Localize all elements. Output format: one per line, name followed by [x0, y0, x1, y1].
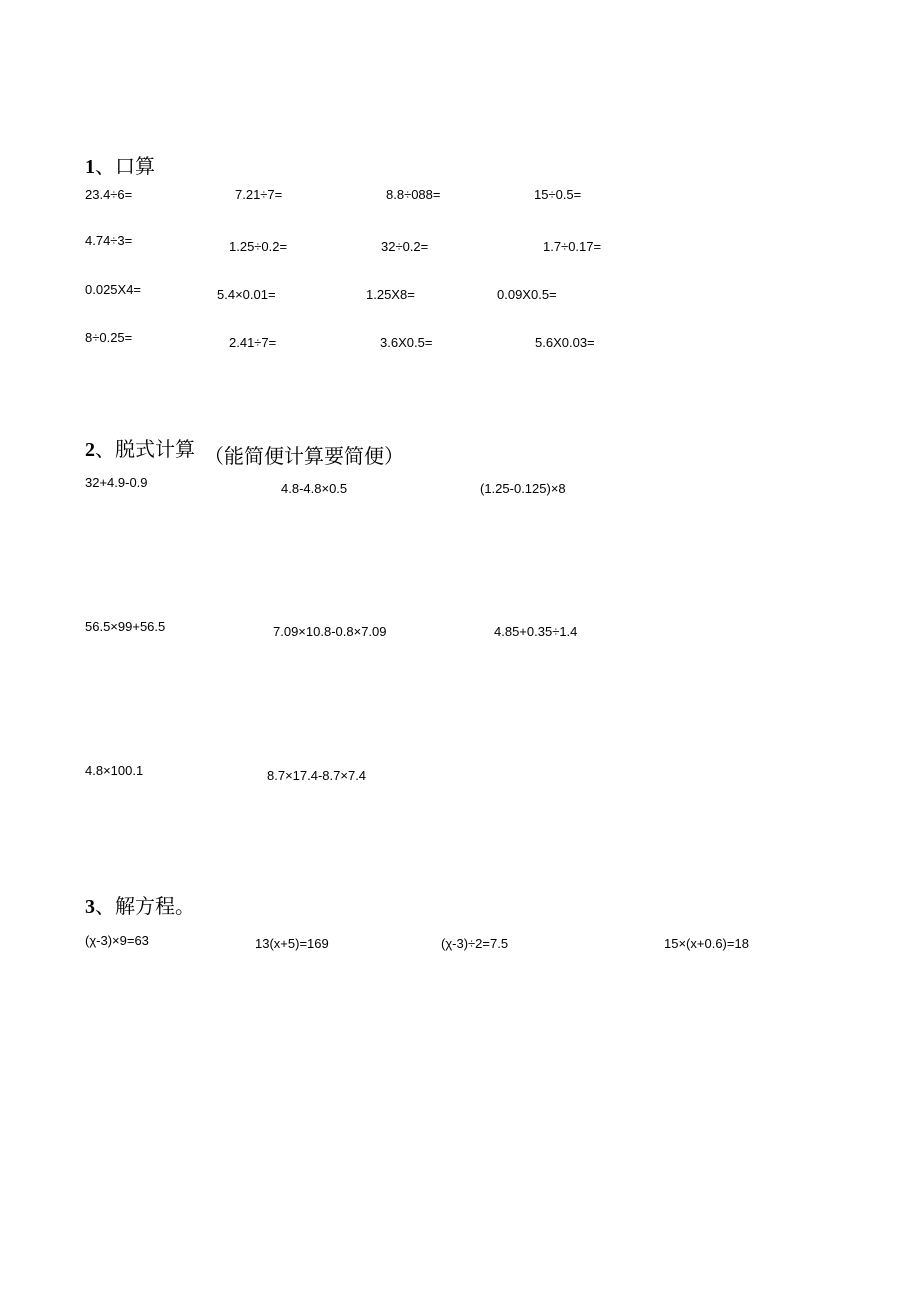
equation-problem: (χ-3)×9=63 [85, 933, 149, 948]
section-1-heading [85, 150, 155, 179]
section-3-number: 3 [85, 896, 95, 918]
section-2-number: 2 [85, 439, 95, 461]
oral-problem: 0.09X0.5= [497, 287, 557, 302]
stepwise-problem: 7.09×10.8-0.8×7.09 [273, 624, 387, 639]
oral-problem: 2.41÷7= [229, 335, 277, 350]
oral-problem: 7.21÷7= [235, 187, 283, 202]
equation-problem: (χ-3)÷2=7.5 [441, 936, 509, 951]
oral-problem: 5.6X0.03= [535, 335, 595, 350]
stepwise-problem: 56.5×99+56.5 [85, 619, 166, 634]
section-2-heading [85, 433, 195, 462]
oral-problem: 1.25÷0.2= [229, 239, 288, 254]
oral-problem: 1.7÷0.17= [543, 239, 602, 254]
section-3-title: 、解方程。 [95, 894, 195, 918]
stepwise-problem: 4.85+0.35÷1.4 [494, 624, 578, 639]
stepwise-problem: 32+4.9-0.9 [85, 475, 148, 490]
oral-problem: 23.4÷6= [85, 187, 133, 202]
equation-problem: 15×(x+0.6)=18 [664, 936, 749, 951]
stepwise-problem: 4.8×100.1 [85, 763, 144, 778]
equation-problem: 13(x+5)=169 [255, 936, 329, 951]
oral-problem: 5.4×0.01= [217, 287, 276, 302]
section-1-number: 1 [85, 156, 95, 178]
oral-problem: 1.25X8= [366, 287, 415, 302]
oral-problem: 0.025X4= [85, 282, 142, 297]
stepwise-problem: 8.7×17.4-8.7×7.4 [267, 768, 367, 783]
oral-problem: 15÷0.5= [534, 187, 582, 202]
section-1-title: 、口算 [95, 154, 155, 178]
oral-problem: 32÷0.2= [381, 239, 429, 254]
oral-problem: 8÷0.25= [85, 330, 133, 345]
section-2-note: （能简便计算要简便） [204, 444, 404, 468]
oral-problem: 8.8÷088= [386, 187, 441, 202]
oral-problem: 4.74÷3= [85, 233, 133, 248]
section-3-heading [85, 890, 195, 919]
section-2-title: 、脱式计算 [95, 437, 195, 461]
stepwise-problem: (1.25-0.125)×8 [480, 481, 566, 496]
oral-problem: 3.6X0.5= [380, 335, 433, 350]
stepwise-problem: 4.8-4.8×0.5 [281, 481, 348, 496]
